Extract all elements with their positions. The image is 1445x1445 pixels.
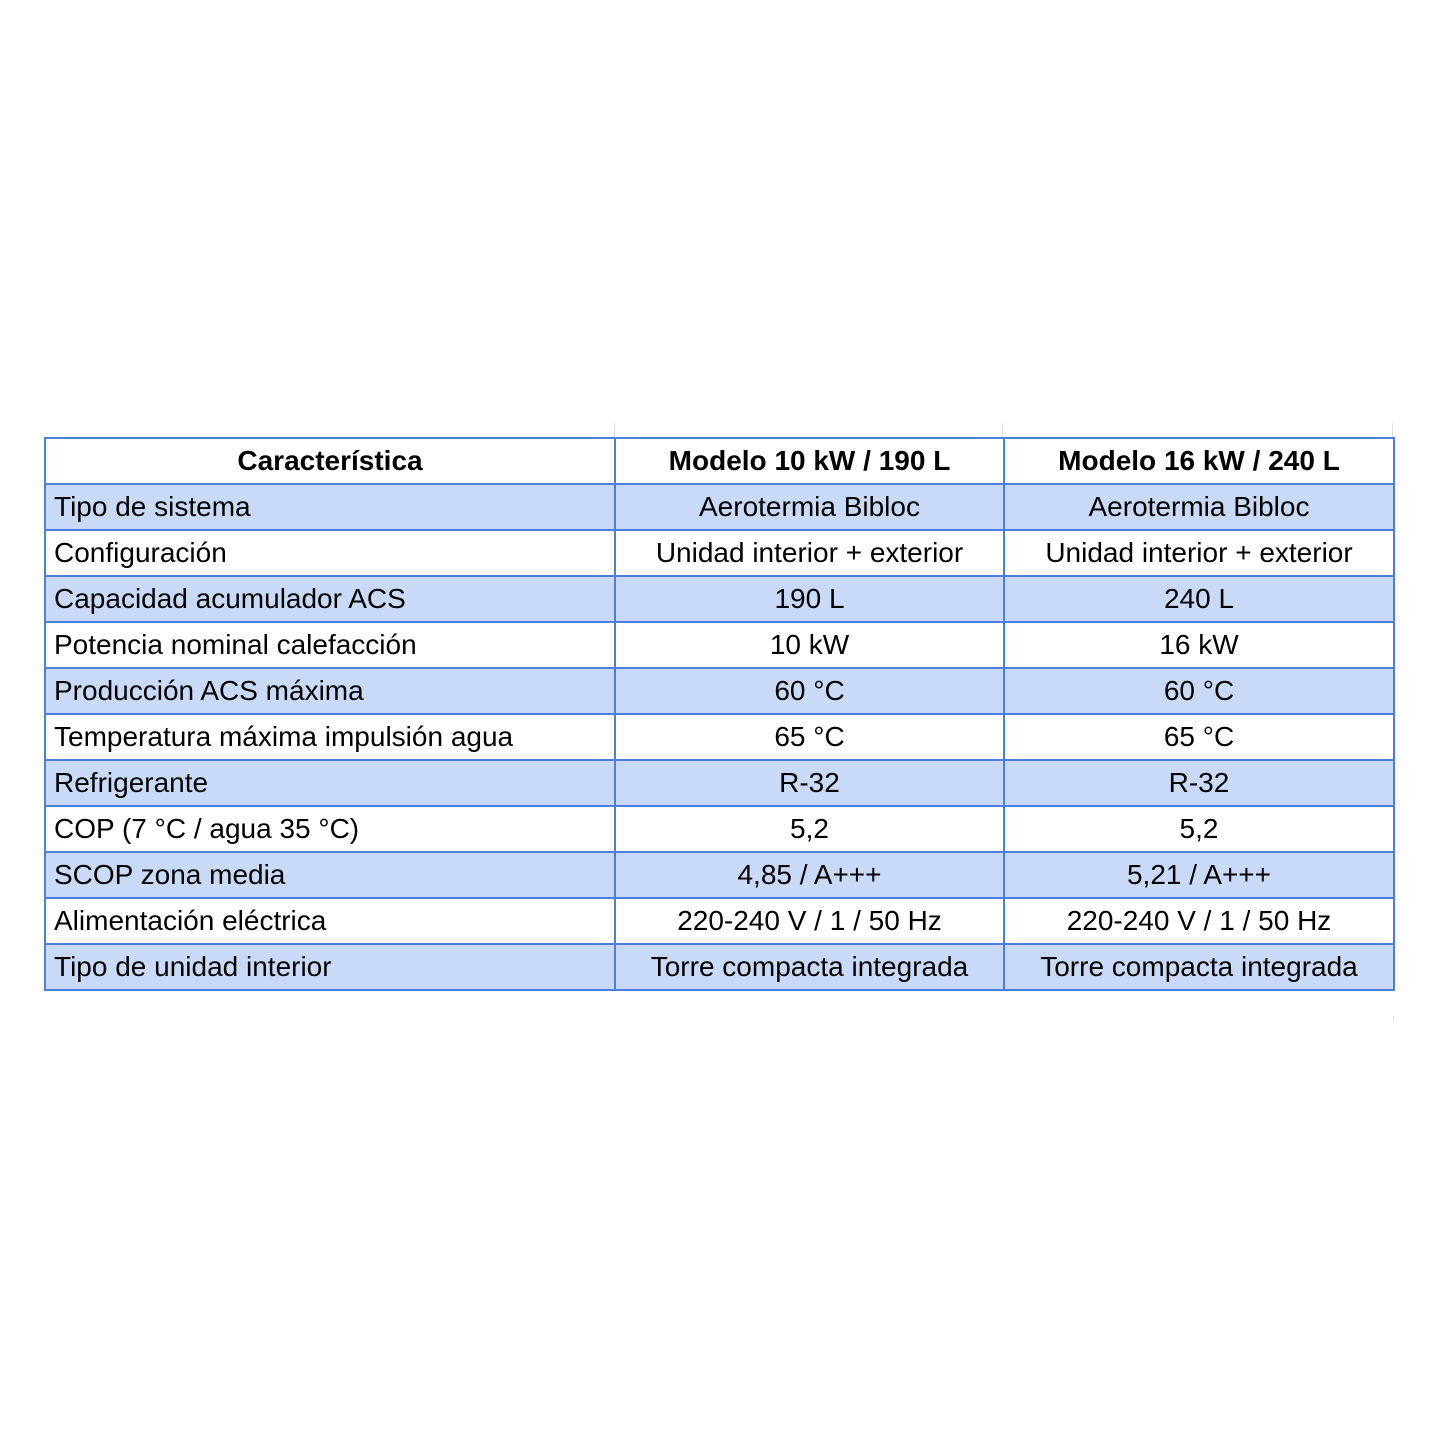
row-value-model-16kw: R-32 bbox=[1004, 760, 1394, 806]
row-value-model-10kw: 60 °C bbox=[615, 668, 1004, 714]
row-value-model-16kw: 240 L bbox=[1004, 576, 1394, 622]
row-value-model-16kw: 16 kW bbox=[1004, 622, 1394, 668]
header-row bbox=[45, 438, 1394, 484]
row-value-model-16kw: Aerotermia Bibloc bbox=[1004, 484, 1394, 530]
row-label: Producción ACS máxima bbox=[45, 668, 615, 714]
row-value-model-10kw: 65 °C bbox=[615, 714, 1004, 760]
row-value-model-10kw: 5,2 bbox=[615, 806, 1004, 852]
row-value-model-10kw: Torre compacta integrada bbox=[615, 944, 1004, 990]
table-row bbox=[45, 484, 1394, 530]
table-row bbox=[45, 530, 1394, 576]
row-value-model-16kw: 5,21 / A+++ bbox=[1004, 852, 1394, 898]
table-row bbox=[45, 576, 1394, 622]
row-value-model-10kw: 4,85 / A+++ bbox=[615, 852, 1004, 898]
table-row bbox=[45, 806, 1394, 852]
row-value-model-16kw: Torre compacta integrada bbox=[1004, 944, 1394, 990]
gridline-bottom-right bbox=[1393, 1016, 1394, 1020]
header-model-16kw: Modelo 16 kW / 240 L bbox=[1004, 438, 1394, 484]
row-label: Temperatura máxima impulsión agua bbox=[45, 714, 615, 760]
gridline-top-col3 bbox=[1392, 423, 1393, 437]
row-label: SCOP zona media bbox=[45, 852, 615, 898]
table-row bbox=[45, 944, 1394, 990]
table-row bbox=[45, 852, 1394, 898]
gridline-top-col1 bbox=[614, 423, 615, 437]
row-label: Configuración bbox=[45, 530, 615, 576]
row-label: Potencia nominal calefacción bbox=[45, 622, 615, 668]
row-value-model-10kw: R-32 bbox=[615, 760, 1004, 806]
row-label: Alimentación eléctrica bbox=[45, 898, 615, 944]
row-value-model-16kw: 65 °C bbox=[1004, 714, 1394, 760]
row-value-model-16kw: Unidad interior + exterior bbox=[1004, 530, 1394, 576]
row-label: Refrigerante bbox=[45, 760, 615, 806]
row-label: Tipo de unidad interior bbox=[45, 944, 615, 990]
row-value-model-16kw: 220-240 V / 1 / 50 Hz bbox=[1004, 898, 1394, 944]
gridline-top-col2 bbox=[1002, 423, 1003, 437]
row-value-model-16kw: 5,2 bbox=[1004, 806, 1394, 852]
row-value-model-10kw: 10 kW bbox=[615, 622, 1004, 668]
row-value-model-10kw: Aerotermia Bibloc bbox=[615, 484, 1004, 530]
row-value-model-10kw: 220-240 V / 1 / 50 Hz bbox=[615, 898, 1004, 944]
table-row bbox=[45, 760, 1394, 806]
table-row bbox=[45, 622, 1394, 668]
row-value-model-16kw: 60 °C bbox=[1004, 668, 1394, 714]
row-label: Tipo de sistema bbox=[45, 484, 615, 530]
header-model-10kw: Modelo 10 kW / 190 L bbox=[615, 438, 1004, 484]
row-label: Capacidad acumulador ACS bbox=[45, 576, 615, 622]
row-value-model-10kw: 190 L bbox=[615, 576, 1004, 622]
table-row bbox=[45, 714, 1394, 760]
table-row bbox=[45, 668, 1394, 714]
row-label: COP (7 °C / agua 35 °C) bbox=[45, 806, 615, 852]
table-row bbox=[45, 898, 1394, 944]
header-caracteristica: Característica bbox=[45, 438, 615, 484]
spec-table bbox=[44, 437, 1395, 991]
row-value-model-10kw: Unidad interior + exterior bbox=[615, 530, 1004, 576]
